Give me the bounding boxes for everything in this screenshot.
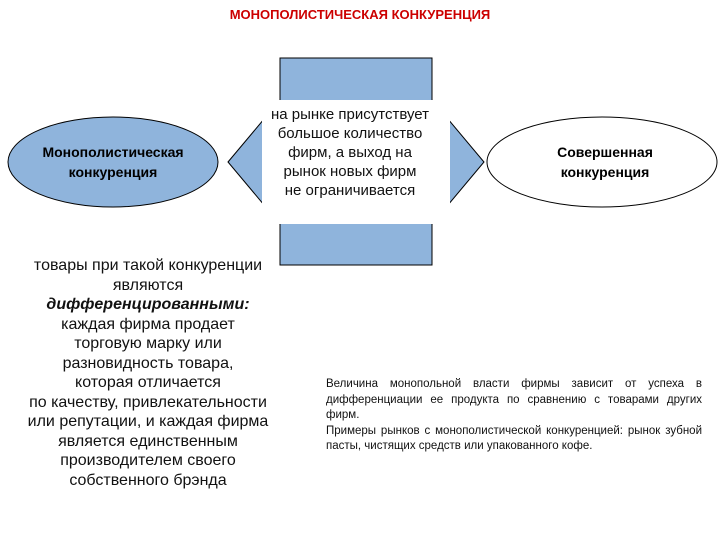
right-ellipse-line1: Совершенная — [557, 144, 653, 160]
arrow-line: фирм, а выход на — [288, 144, 412, 161]
left-desc-line: являются — [112, 276, 184, 294]
left-desc-line: собственного брэнда — [69, 471, 227, 489]
arrow-line: рынок новых фирм — [283, 163, 417, 180]
left-desc-emphasis: дифференцированными: — [46, 296, 250, 313]
left-desc-line: по качеству, привлекательности — [29, 393, 267, 411]
left-ellipse-label — [8, 117, 218, 207]
left-ellipse-line2: конкуренция — [68, 164, 158, 180]
left-ellipse-line1: Монополистическая — [42, 144, 184, 160]
arrow-line: не ограничивается — [284, 182, 416, 199]
left-desc-line: торговую марку или — [74, 335, 222, 352]
right-desc-paragraph: Величина монопольной власти фирмы зависит от успеха в дифференциации ее продукта по сравнению с товарами других фирм. — [326, 378, 702, 421]
left-desc-line: разновидность товара, — [62, 354, 234, 372]
left-description — [0, 256, 296, 490]
right-ellipse-label — [490, 117, 720, 207]
right-description — [326, 377, 702, 455]
arrow-line: на рынке присутствует — [270, 106, 430, 123]
left-desc-line: каждая фирма продает — [61, 315, 235, 333]
arrow-text — [252, 105, 448, 200]
left-desc-line: производителем своего — [60, 452, 236, 469]
left-desc-line: или репутации, и каждая фирма — [27, 413, 269, 430]
right-desc-paragraph: Примеры рынков с монополистической конкуренцией: рынок зубной пасты, чистящих средств или упакованного кофе. — [326, 424, 702, 452]
left-desc-line: является единственным — [58, 432, 238, 450]
right-ellipse-line2: конкуренция — [560, 164, 650, 180]
arrow-line: большое количество — [277, 125, 423, 142]
left-desc-line: товары при такой конкуренции — [33, 257, 263, 274]
left-desc-line: которая отличается — [75, 374, 221, 391]
page-title: МОНОПОЛИСТИЧЕСКАЯ КОНКУРЕНЦИЯ — [229, 7, 491, 22]
